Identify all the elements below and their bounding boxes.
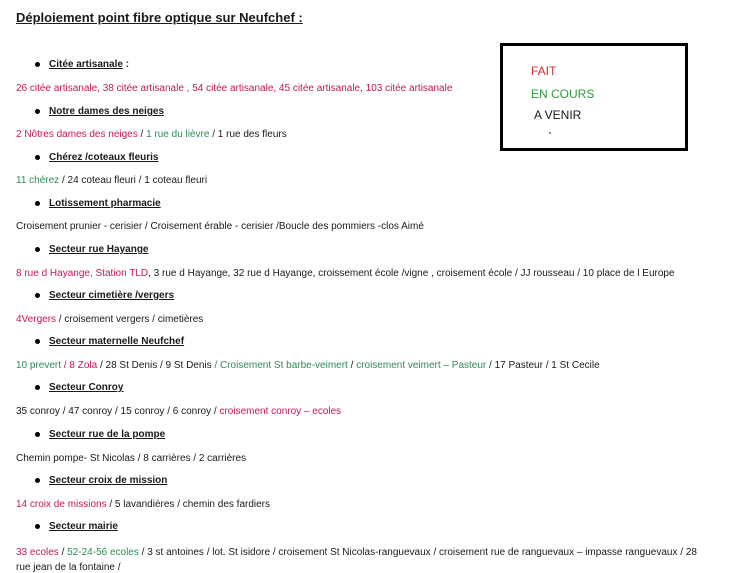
location-item: / 5 lavandières / chemin des fardiers [106, 499, 271, 510]
legend-fait: FAIT [531, 64, 557, 78]
section-heading-tail: : [122, 59, 130, 70]
section-heading-label: Secteur croix de mission [49, 475, 168, 486]
section-items [16, 360, 600, 371]
location-item: / [347, 360, 357, 371]
section-items [16, 406, 341, 417]
location-item: 14 croix de missions [16, 499, 107, 510]
section-heading [35, 521, 118, 532]
location-item: / [137, 129, 147, 140]
section-heading-label: Secteur Conroy [49, 382, 124, 393]
section-items [16, 175, 207, 186]
location-item: Chemin pompe- St Nicolas / 8 carrières / 2 carrières [16, 453, 247, 464]
section-items [16, 453, 246, 464]
section-heading [35, 106, 164, 117]
section-heading [35, 475, 167, 486]
location-item: / [58, 547, 68, 558]
bullet-icon [35, 201, 40, 206]
status-legend [500, 43, 688, 151]
bullet-icon [35, 247, 40, 252]
location-item: / 17 Pasteur / 1 St Cecile [486, 360, 600, 371]
section-heading-label: Secteur cimetière /vergers [49, 290, 175, 301]
location-item: 10 prevert [16, 360, 62, 371]
bullet-icon [35, 109, 40, 114]
section-items [16, 268, 675, 279]
location-item: / Croisement St barbe-veimert [214, 360, 348, 371]
location-item: Croisement prunier - cerisier / Croisement érable - cerisier /Boucle des pommiers -clos Aimé [16, 221, 424, 232]
section-heading [35, 382, 123, 393]
bullet-icon [35, 62, 40, 67]
section-items [16, 221, 424, 232]
bullet-icon [35, 385, 40, 390]
section-heading [35, 59, 129, 70]
section-heading-label: Citée artisanale [49, 59, 123, 70]
bullet-icon [35, 293, 40, 298]
section-items [16, 547, 697, 558]
section-heading-label: Notre dames des neiges [49, 106, 165, 117]
section-heading [35, 244, 149, 255]
bullet-icon [35, 339, 40, 344]
section-heading-label: Chérez /coteaux fleuris [49, 152, 159, 163]
legend-a-venir: A VENIR [534, 108, 582, 122]
location-item: / 3 st antoines / lot. St isidore / croisement St Nicolas-ranguevaux / croisement rue de ranguevaux – impasse ranguevaux / 28 [138, 547, 697, 558]
section-items [16, 129, 287, 140]
section-items [16, 83, 452, 94]
section-heading-label: Secteur rue Hayange [49, 244, 149, 255]
legend-dot [549, 132, 551, 134]
bullet-icon [35, 524, 40, 529]
location-item: 33 ecoles [16, 547, 59, 558]
section-heading-label: Secteur mairie [49, 521, 118, 532]
location-item: croisement veimert – Pasteur [356, 360, 487, 371]
section-heading-label: Secteur maternelle Neufchef [49, 336, 185, 347]
bullet-icon [35, 155, 40, 160]
location-item: / 1 rue des fleurs [209, 129, 287, 140]
section-items [16, 499, 270, 510]
location-item: 1 rue du lièvre [146, 129, 210, 140]
location-item: , 3 rue d Hayange, 32 rue d Hayange, croissement école /vigne , croisement école / JJ rousseau / 10 place de l Europe [148, 268, 675, 279]
location-item: 4Vergers [16, 314, 57, 325]
location-item: 11 chérez [16, 175, 60, 186]
location-item: 2 Nôtres dames des neiges [16, 129, 138, 140]
bullet-icon [35, 478, 40, 483]
section-heading [35, 198, 161, 209]
location-item: 8 rue d Hayange, Station TLD [16, 268, 149, 279]
location-item: / 8 Zola [61, 360, 98, 371]
location-item: croisement conroy – ecoles [219, 406, 342, 417]
section-heading-label: Lotissement pharmacie [49, 198, 161, 209]
section-heading [35, 152, 158, 163]
page-title: Déploiement point fibre optique sur Neufchef : [16, 10, 303, 25]
section-heading [35, 336, 184, 347]
section-items-continuation: rue jean de la fontaine / [16, 562, 121, 573]
section-heading [35, 429, 165, 440]
section-items [16, 314, 203, 325]
section-heading-label: Secteur rue de la pompe [49, 429, 166, 440]
legend-en-cours: EN COURS [531, 87, 595, 101]
location-item: / 28 St Denis / 9 St Denis [97, 360, 215, 371]
section-heading [35, 290, 174, 301]
location-item: / 24 coteau fleuri / 1 coteau fleuri [59, 175, 208, 186]
bullet-icon [35, 432, 40, 437]
location-item: 52-24-56 ecoles [67, 547, 139, 558]
location-item: 26 citée artisanale, 38 citée artisanale , 54 citée artisanale, 45 citée artisanale, 103 citée artisanale [16, 83, 453, 94]
location-item: / croisement vergers / cimetières [56, 314, 204, 325]
location-item: 35 conroy / 47 conroy / 15 conroy / 6 conroy / [16, 406, 220, 417]
